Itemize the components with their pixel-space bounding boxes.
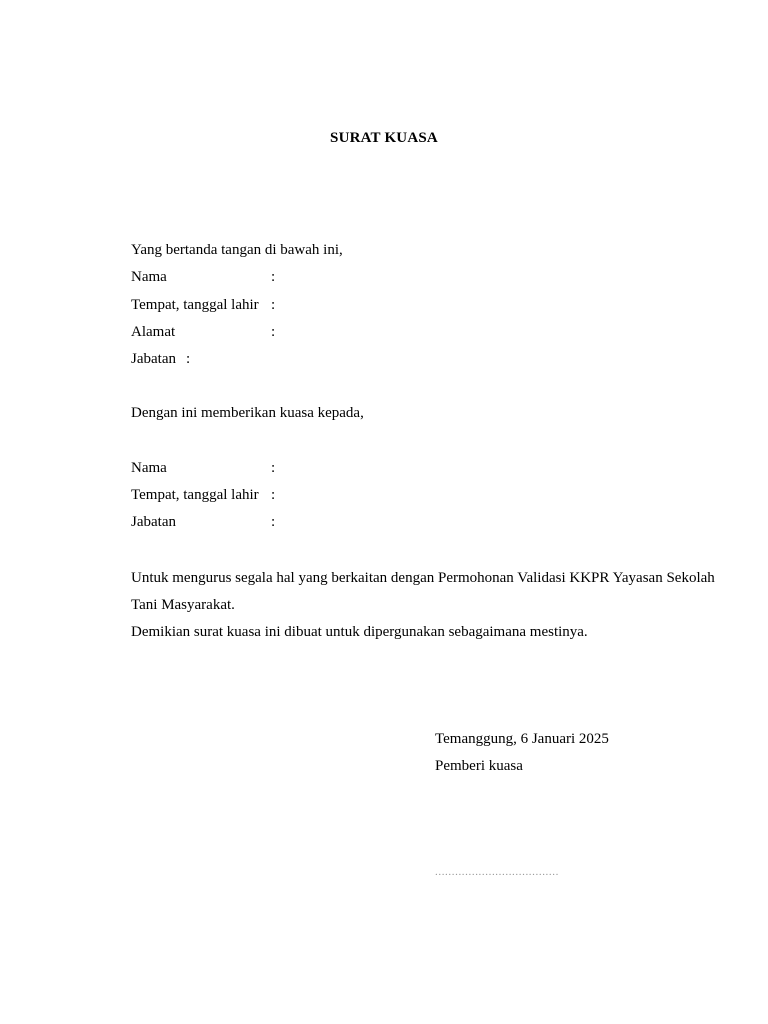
field-label: Jabatan [131,351,176,367]
field-colon: : [271,269,276,285]
field-colon: : [185,351,191,367]
field-colon: : [271,460,276,476]
intro-text: Yang bertanda tangan di bawah ini, [131,242,343,258]
grantee-field-birth [131,485,275,505]
field-label: Nama [131,460,167,476]
field-colon: : [271,487,276,503]
field-label: Alamat [131,324,176,340]
grantee-field-name [131,458,275,478]
signer-role: Pemberi kuasa [435,758,523,774]
document-title: SURAT KUASA [330,130,438,146]
grantor-field-address [131,322,275,342]
closing-paragraph: Demikian surat kuasa ini dibuat untuk dipergunakan sebagaimana mestinya. [131,624,588,640]
place-date: Temanggung, 6 Januari 2025 [435,731,609,747]
signature-line: ..................................... [435,866,559,878]
field-label: Nama [131,269,167,285]
field-label: Tempat, tanggal lahir [131,297,259,313]
grantor-field-name [131,267,275,287]
purpose-paragraph: Untuk mengurus segala hal yang berkaitan dengan Permohonan Validasi KKPR Yayasan Sekolah Tani Masyarakat. [131,570,715,613]
grant-statement: Dengan ini memberikan kuasa kepada, [131,405,364,421]
grantee-field-position [131,512,275,532]
field-colon: : [271,324,276,340]
field-colon: : [271,297,276,313]
field-colon: : [271,514,276,530]
grantor-field-birth [131,295,275,315]
field-label: Jabatan [131,514,176,530]
field-label: Tempat, tanggal lahir [131,487,259,503]
grantor-field-position [131,349,190,369]
